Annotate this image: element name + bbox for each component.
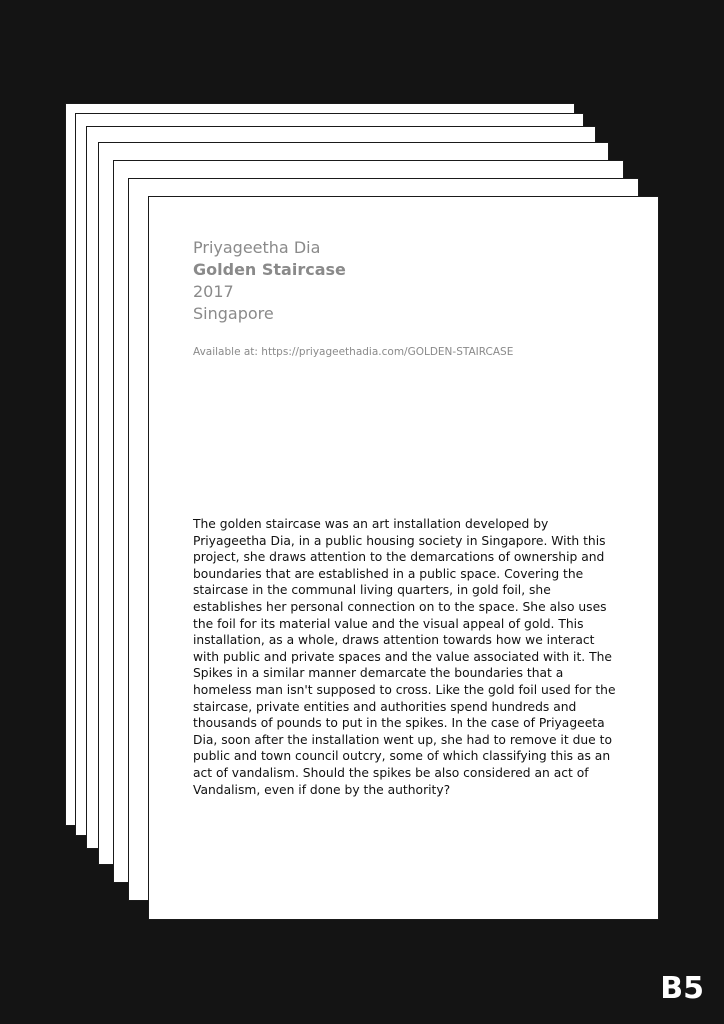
artist-name: Priyageetha Dia	[193, 238, 321, 257]
artwork-location: Singapore	[193, 304, 274, 323]
artwork-title: Golden Staircase	[193, 260, 346, 279]
artwork-meta	[193, 237, 346, 325]
page-label: B5	[660, 971, 704, 1006]
front-page	[148, 196, 659, 920]
description-paragraph: The golden staircase was an art installation developed by Priyageetha Dia, in a public housing society in Singapore. With this project, she draws attention to the demarcations of ownership and boundaries that are established in a public space. Covering the staircase in the communal living quarters, in gold foil, she establishes her personal connection on to the space. She also uses the foil for its material value and the visual appeal of gold. This installation, as a whole, draws attention towards how we interact with public and private spaces and the value associated with it. The Spikes in a similar manner demarcate the boundaries that a homeless man isn't supposed to cross. Like the gold foil used for the staircase, private entities and authorities spend hundreds and thousands of pounds to put in the spikes. In the case of Priyageeta Dia, soon after the installation went up, she had to remove it due to public and town council outcry, some of which classifying this as an act of vandalism. Should the spikes be also considered an act of Vandalism, even if done by the authority?	[193, 517, 616, 797]
source-link: Available at: https://priyageethadia.com/GOLDEN-STAIRCASE	[193, 346, 514, 358]
artwork-year: 2017	[193, 282, 234, 301]
